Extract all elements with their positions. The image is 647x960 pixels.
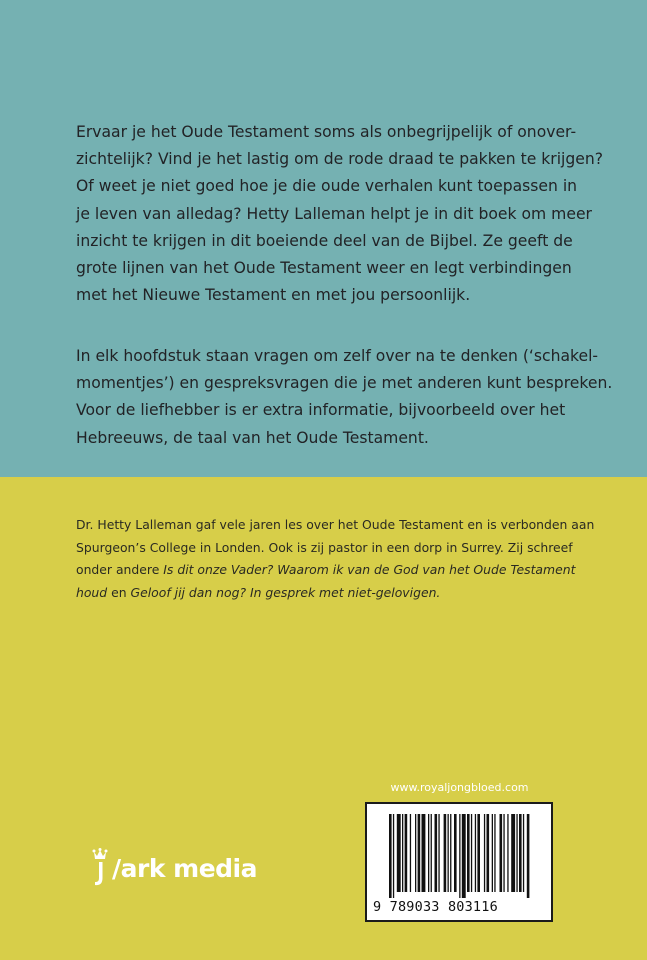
barcode-bar	[422, 814, 426, 892]
barcode-bar	[415, 814, 416, 892]
barcode-bar	[500, 814, 503, 892]
barcode-bar	[475, 814, 476, 892]
barcode-bar	[450, 814, 451, 892]
barcode-bar	[477, 814, 480, 892]
isbn-barcode	[365, 802, 553, 922]
barcode-bar	[402, 814, 403, 892]
author-bio	[76, 514, 596, 604]
barcode-bar	[454, 814, 457, 892]
barcode-bar	[503, 814, 504, 892]
text-line: grote lijnen van het Oude Testament weer en legt verbindingen	[76, 259, 572, 278]
website-url: www.royaljongbloed.com	[390, 781, 529, 794]
text-line: Ervaar je het Oude Testament soms als onbegrijpelijk of onover-	[76, 123, 577, 141]
barcode-bar	[389, 814, 392, 898]
text-line: Of weet je niet goed hoe je die oude verhalen kunt toepassen in	[76, 177, 578, 196]
barcode-bar	[418, 814, 421, 892]
text-line: je leven van alledag? Hetty Lalleman helpt je in dit boek om meer	[76, 204, 592, 223]
text-line: zichtelijk? Vind je het lastig om de rode draad te pakken te krijgen?	[76, 150, 604, 169]
description-paragraph-1	[76, 119, 604, 309]
barcode-bar	[467, 814, 470, 892]
crown-j-icon	[90, 848, 112, 888]
bio-line	[76, 582, 596, 605]
text-line: momentjes’) en gespreksvragen die je met anderen kunt bespreken.	[76, 374, 613, 393]
bio-text: onder andere	[76, 562, 164, 577]
barcode-bar	[459, 814, 460, 898]
barcode-bar	[484, 814, 485, 892]
barcode-bar	[511, 814, 515, 892]
bio-line: Spurgeon’s College in Londen. Ook is zij pastor in een dorp in Surrey. Zij schreef	[76, 539, 573, 555]
description-paragraph-2	[76, 343, 613, 452]
barcode-bar	[471, 814, 472, 892]
barcode-bar	[487, 814, 490, 892]
barcode-bar	[527, 814, 530, 898]
barcode-bar	[428, 814, 429, 892]
barcode-bar	[431, 814, 432, 892]
text-line: Hebreeuws, de taal van het Oude Testament.	[76, 428, 429, 447]
barcode-bar	[523, 814, 524, 892]
barcode-bar	[397, 814, 401, 892]
bio-line: Dr. Hetty Lalleman gaf vele jaren les over het Oude Testament en is verbonden aan	[76, 517, 595, 532]
text-line: Voor de liefhebber is er extra informatie, bijvoorbeeld over het	[76, 401, 566, 420]
barcode-bar	[494, 814, 495, 892]
book-title: Geloof jij dan nog? In gesprek met niet-gelovigen.	[130, 584, 441, 600]
barcode-bar	[462, 814, 466, 898]
isbn-number: 9 789033 803116	[373, 899, 498, 915]
text-line: inzicht te krijgen in dit boeiende deel van de Bijbel. Ze geeft de	[76, 231, 573, 250]
bio-line	[76, 559, 596, 582]
barcode-bar	[492, 814, 493, 892]
text-line: met het Nieuwe Testament en met jou persoonlijk.	[76, 286, 471, 305]
barcode-bar	[507, 814, 508, 892]
text-line: In elk hoofdstuk staan vragen om zelf over na te denken (‘schakel-	[76, 347, 599, 365]
publisher-name: /ark media	[112, 854, 257, 883]
barcode-bar	[444, 814, 447, 892]
barcode-bar	[405, 814, 408, 892]
book-title: Is dit onze Vader? Waarom ik van de God van het Oude Testament	[163, 562, 576, 577]
book-title: houd	[76, 584, 108, 600]
bio-text: en	[107, 584, 131, 600]
barcode-bar	[519, 814, 522, 892]
barcode-bar	[410, 814, 411, 892]
barcode-bar	[438, 814, 439, 892]
barcode-bar	[516, 814, 517, 892]
barcode-bar	[393, 814, 394, 898]
barcode-bar	[448, 814, 449, 892]
barcode-bar	[435, 814, 438, 892]
